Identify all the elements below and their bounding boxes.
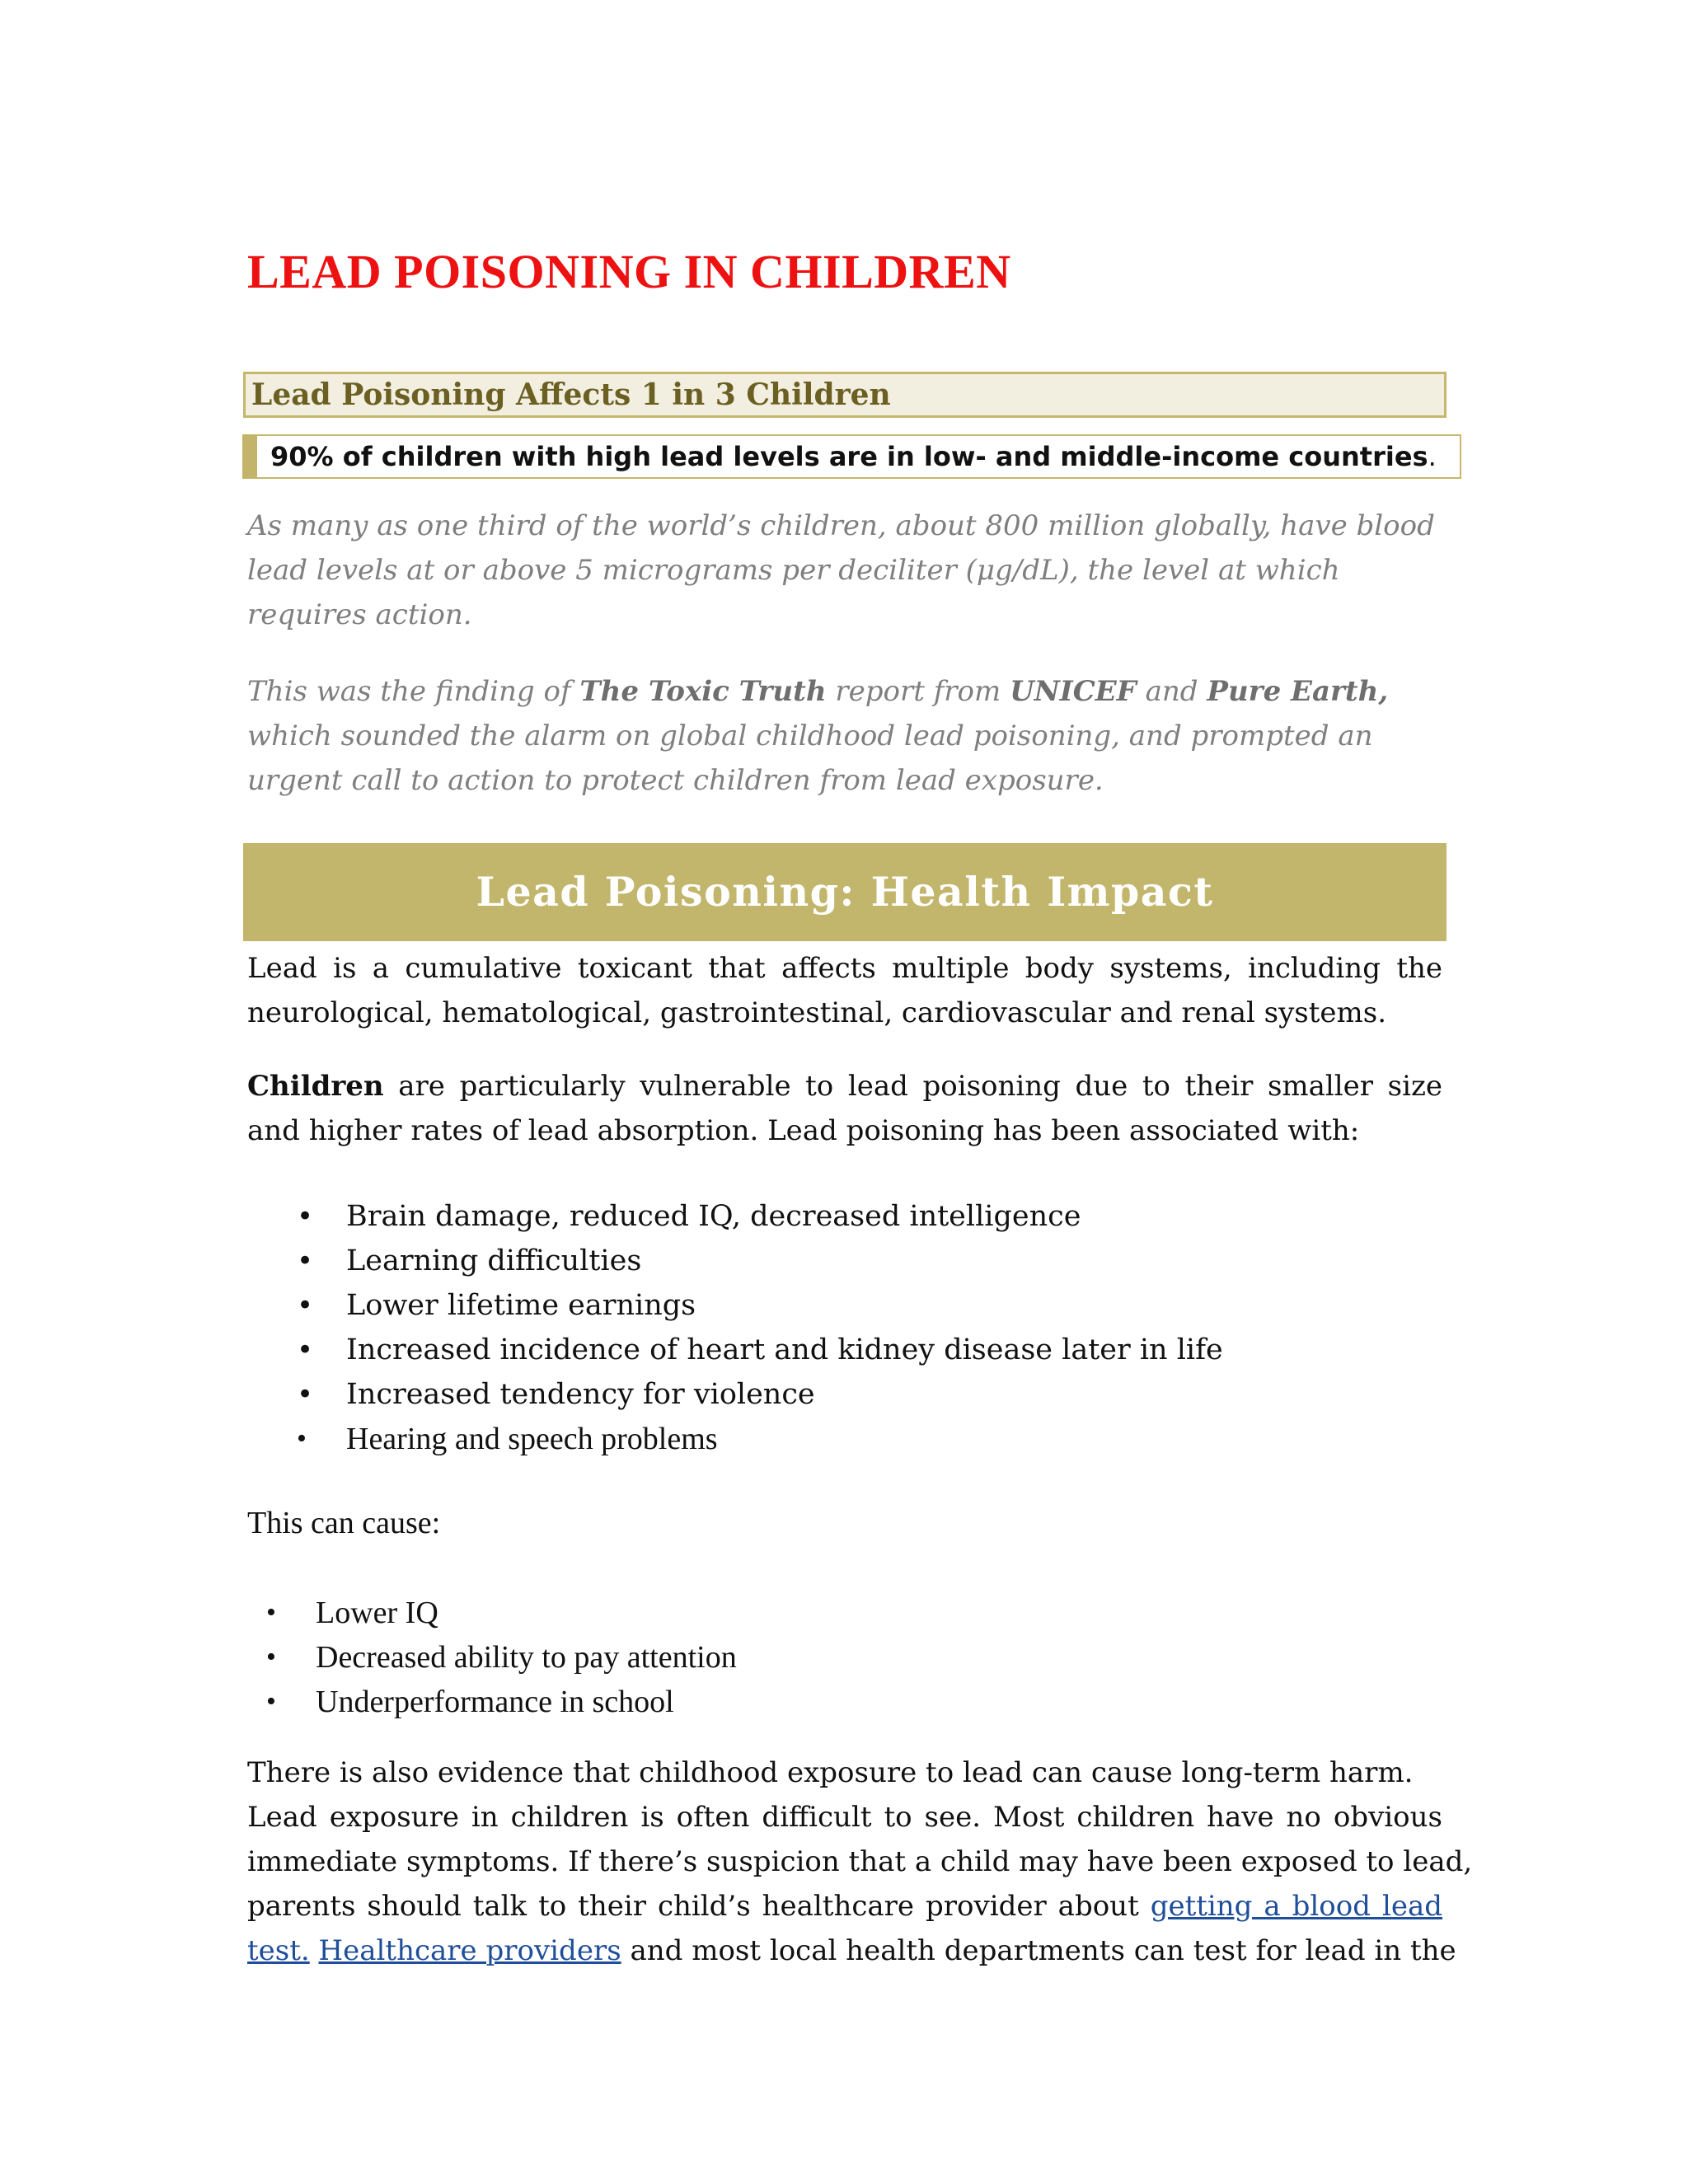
income-callout-text: 90% of children with high lead levels are in low- and middle-income countries	[270, 441, 1428, 472]
associated-effects-list	[346, 1194, 1223, 1461]
unicef-name: UNICEF	[1010, 675, 1137, 708]
list-item: • Lower lifetime earnings	[346, 1283, 1223, 1328]
closing-paragraph	[247, 1750, 1473, 1973]
closing-line	[247, 1884, 1442, 1929]
list-item: • Increased incidence of heart and kidney disease later in life	[346, 1328, 1223, 1372]
list-item: • Learning difficulties	[346, 1239, 1223, 1283]
list-item: • Underperformance in school	[316, 1680, 737, 1724]
cause-list	[316, 1591, 737, 1724]
blood-lead-test-link[interactable]: getting a blood lead	[1150, 1890, 1442, 1923]
finding-text-b: report from	[826, 675, 1010, 708]
toxicant-paragraph: Lead is a cumulative toxicant that affects multiple body systems, including the neurological, hematological, gastrointestinal, cardiovascular and renal systems.	[247, 952, 1442, 1029]
closing-line: immediate symptoms. If there’s suspicion that a child may have been exposed to lead,	[247, 1845, 1473, 1878]
report-name: The Toxic Truth	[579, 675, 827, 708]
list-item: • Increased tendency for violence	[346, 1372, 1223, 1417]
finding-text-d: which sounded the alarm on global childhood lead poisoning, and prompted an urgent call to action to protect children from lead exposure.	[247, 719, 1373, 797]
list-item: • Hearing and speech problems	[346, 1417, 1223, 1461]
cause-intro: This can cause:	[247, 1506, 441, 1540]
finding-text-c: and	[1136, 675, 1207, 708]
healthcare-providers-link[interactable]: Healthcare providers	[318, 1934, 621, 1967]
closing-text: parents should talk to their child’s healthcare provider about	[247, 1890, 1151, 1923]
page-title: LEAD POISONING IN CHILDREN	[247, 245, 1011, 298]
children-text: are particularly vulnerable to lead poisoning due to their smaller size and higher rates of lead absorption. Lead poisoning has been associated with:	[247, 1070, 1442, 1147]
pure-earth-name: Pure Earth,	[1207, 675, 1389, 708]
finding-text-a: This was the finding of	[247, 675, 580, 708]
list-item: • Decreased ability to pay attention	[316, 1635, 737, 1680]
income-callout-period: .	[1428, 441, 1437, 472]
section-heading-health-impact: Lead Poisoning: Health Impact	[243, 843, 1447, 941]
list-item: • Lower IQ	[316, 1591, 737, 1635]
closing-text: and most local health departments can test for lead in the	[621, 1934, 1456, 1967]
finding-paragraph	[247, 669, 1442, 803]
closing-line	[247, 1929, 1456, 1973]
children-paragraph	[247, 1064, 1442, 1153]
list-item: • Brain damage, reduced IQ, decreased intelligence	[346, 1194, 1223, 1239]
intro-paragraph: As many as one third of the world’s children, about 800 million globally, have blood lead levels at or above 5 micrograms per deciliter (μg/dL), the level at which requires action.	[247, 509, 1435, 631]
blood-lead-test-link-continued[interactable]: test.	[247, 1934, 310, 1967]
closing-line: Lead exposure in children is often difficult to see. Most children have no obvious	[247, 1801, 1442, 1834]
income-callout	[242, 434, 1461, 479]
closing-line: There is also evidence that childhood exposure to lead can cause long-term harm.	[247, 1756, 1414, 1789]
affects-callout: Lead Poisoning Affects 1 in 3 Children	[243, 372, 1447, 418]
children-bold: Children	[247, 1070, 384, 1103]
